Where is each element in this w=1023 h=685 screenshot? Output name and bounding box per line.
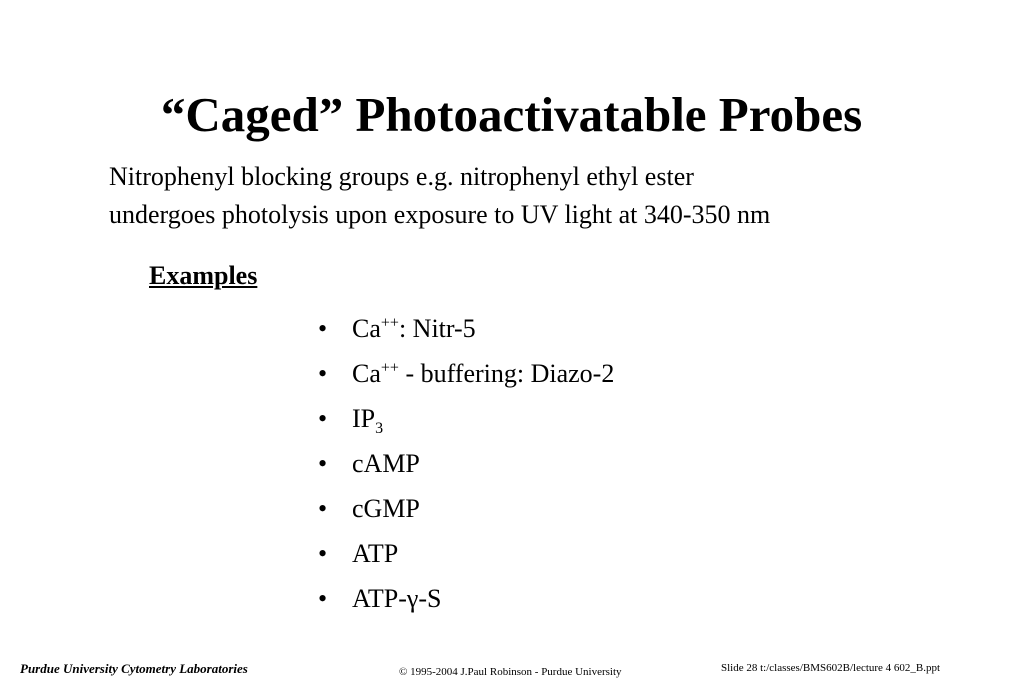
list-item: • ATP-γ-S: [318, 579, 614, 624]
footer-lab-name: Purdue University Cytometry Laboratories: [20, 661, 248, 676]
bullet-icon: •: [318, 359, 328, 388]
bullet-icon: •: [318, 494, 328, 523]
bullet-icon: •: [318, 539, 328, 568]
slide-title: “Caged” Photoactivatable Probes: [160, 87, 863, 142]
footer-slide-info: Slide 28 t:/classes/BMS602B/lecture 4 602_B.ppt: [721, 662, 941, 674]
bullet-icon: •: [318, 404, 328, 433]
list-item: • Ca++: Nitr-5: [318, 309, 614, 354]
intro-line: Nitrophenyl blocking groups e.g. nitrophenyl ethyl ester: [109, 162, 694, 191]
bullet-icon: •: [318, 584, 328, 613]
list-item: • $IP_3$: [318, 399, 614, 444]
intro-line: undergoes photolysis upon exposure to UV light at 340-350 nm: [109, 200, 771, 229]
list-item: • ATP: [318, 534, 614, 579]
footer-copyright: © 1995-2004 J.Paul Robinson - Purdue University: [399, 666, 622, 678]
list-item: • cGMP: [318, 489, 614, 534]
bullet-icon: •: [318, 314, 328, 343]
list-item: • cAMP: [318, 444, 614, 489]
examples-heading: Examples: [149, 261, 258, 290]
list-item: • Ca++ - buffering: Diazo-2: [318, 354, 614, 399]
examples-list: [318, 309, 614, 624]
intro-text: [109, 158, 989, 234]
bullet-icon: •: [318, 449, 328, 478]
